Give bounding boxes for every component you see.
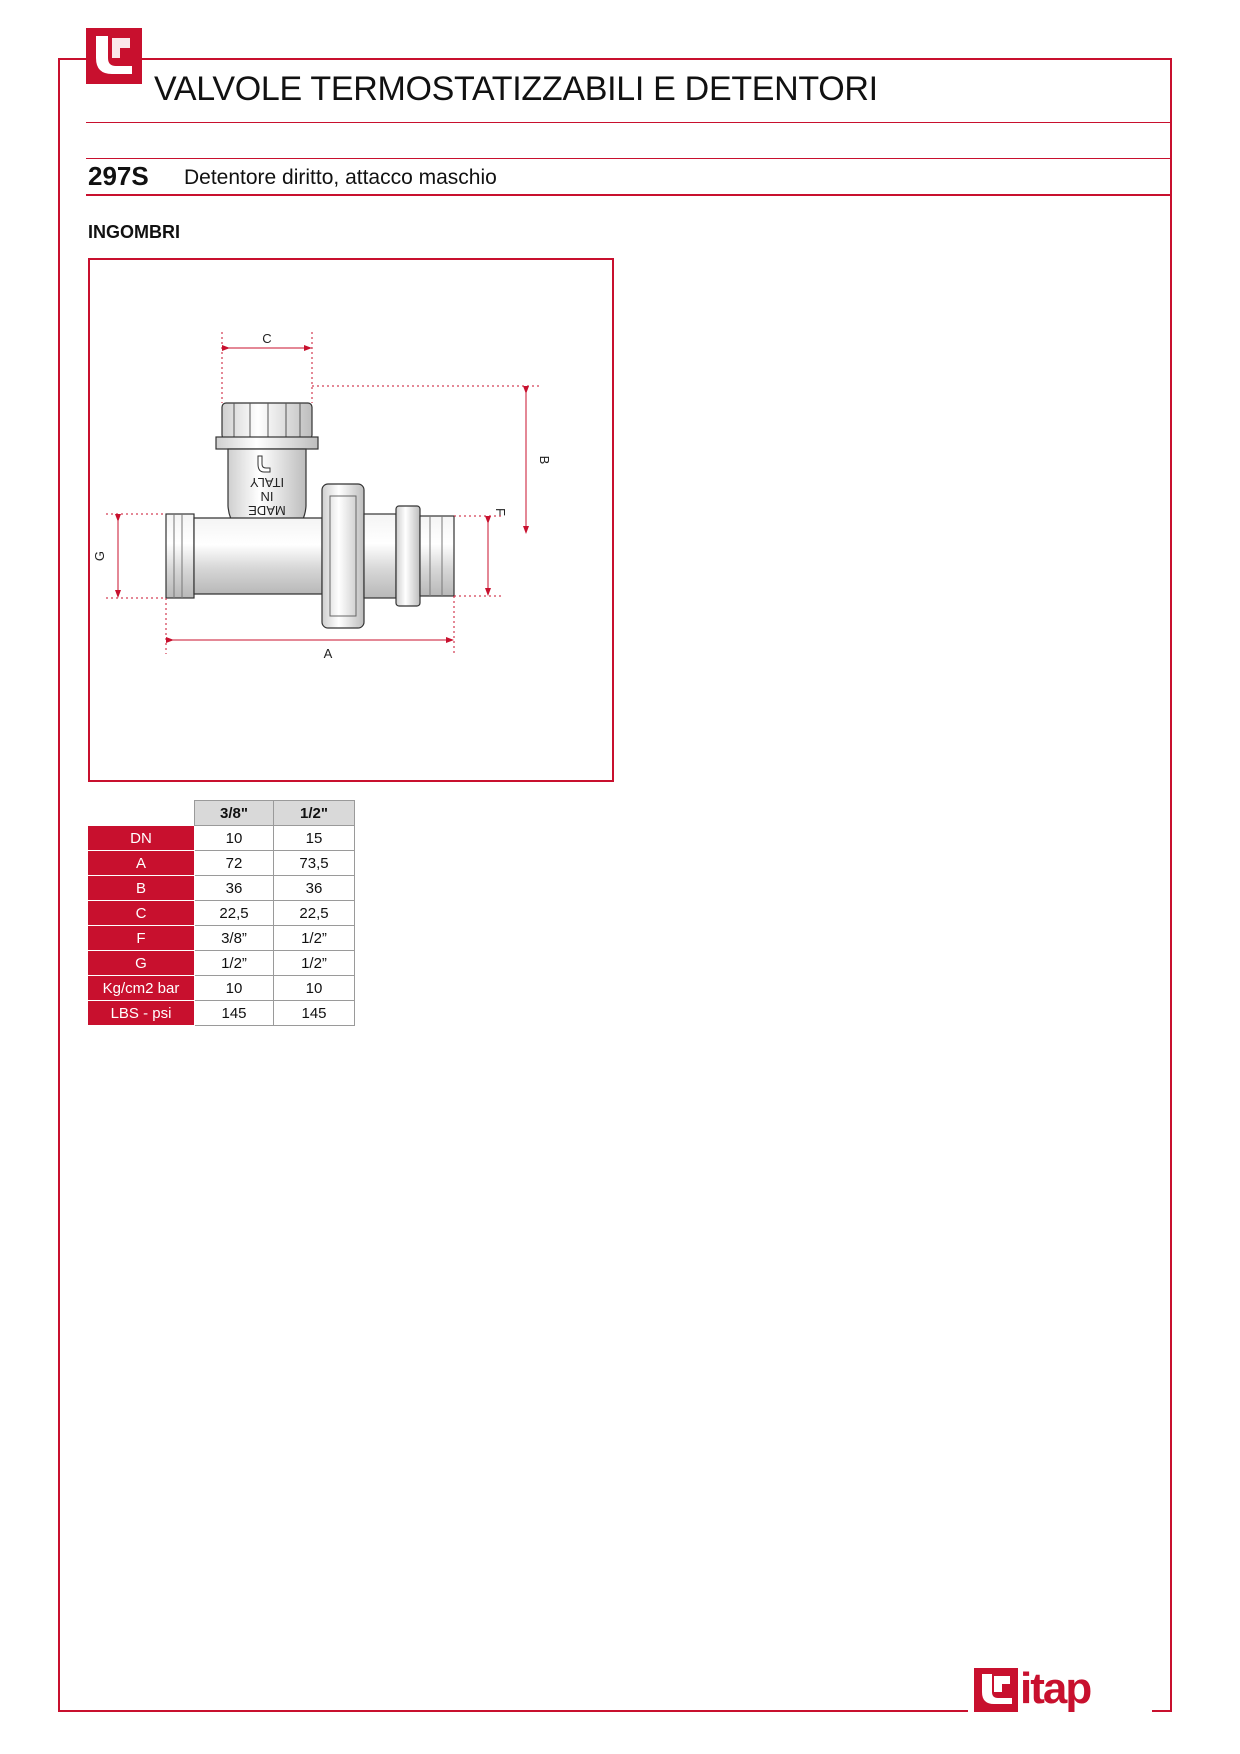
dimension-c bbox=[222, 331, 312, 403]
product-description: Detentore diritto, attacco maschio bbox=[184, 166, 497, 189]
brand-wordmark: itap bbox=[1020, 1664, 1091, 1713]
body-marking-made: MADE bbox=[248, 503, 286, 518]
body-marking-in: IN bbox=[260, 489, 274, 504]
itap-logo-mark bbox=[86, 28, 142, 84]
dimension-label-f: F bbox=[493, 508, 508, 516]
body-marking-italy: ITALY bbox=[249, 475, 285, 490]
table-cell: 1/2” bbox=[195, 951, 274, 976]
table-row bbox=[88, 951, 355, 976]
table-cell: 145 bbox=[195, 1001, 274, 1026]
table-cell: 72 bbox=[195, 851, 274, 876]
table-cell: 73,5 bbox=[274, 851, 355, 876]
valve-body bbox=[166, 484, 454, 628]
dimension-label-g: G bbox=[92, 550, 107, 562]
row-label: G bbox=[88, 951, 195, 976]
row-label: DN bbox=[88, 826, 195, 851]
table-cell: 10 bbox=[195, 976, 274, 1001]
table-cell: 1/2” bbox=[274, 951, 355, 976]
frame-bottom-line bbox=[58, 1710, 968, 1712]
table-row bbox=[88, 851, 355, 876]
row-label: LBS - psi bbox=[88, 1001, 195, 1026]
table-cell: 3/8” bbox=[195, 926, 274, 951]
table-cell: 36 bbox=[274, 876, 355, 901]
column-header: 1/2" bbox=[274, 801, 355, 826]
dimension-g bbox=[92, 514, 166, 598]
section-label: INGOMBRI bbox=[88, 222, 180, 242]
table-cell: 1/2” bbox=[274, 926, 355, 951]
row-label: Kg/cm2 bar bbox=[88, 976, 195, 1001]
table-cell: 10 bbox=[274, 976, 355, 1001]
table-row bbox=[88, 976, 355, 1001]
table-row bbox=[88, 926, 355, 951]
table-cell: 15 bbox=[274, 826, 355, 851]
table-header-row bbox=[88, 801, 355, 826]
header-underline bbox=[86, 122, 1170, 123]
dimension-table bbox=[88, 800, 355, 1026]
frame-top-line bbox=[142, 58, 1172, 60]
table-row bbox=[88, 901, 355, 926]
table-row bbox=[88, 1001, 355, 1026]
dimension-label-b: B bbox=[537, 455, 552, 465]
table-row bbox=[88, 876, 355, 901]
row-label: C bbox=[88, 901, 195, 926]
table-cell: 36 bbox=[195, 876, 274, 901]
table-cell: 22,5 bbox=[195, 901, 274, 926]
product-code: 297S bbox=[88, 161, 149, 191]
frame-bottom-line-right bbox=[1152, 1710, 1172, 1712]
frame-left-line bbox=[58, 58, 60, 1712]
product-top-line bbox=[86, 158, 1170, 159]
table-row bbox=[88, 826, 355, 851]
table-corner bbox=[88, 801, 195, 826]
table-cell: 10 bbox=[195, 826, 274, 851]
row-label: A bbox=[88, 851, 195, 876]
frame-left-line-upper bbox=[58, 58, 86, 60]
page-title: VALVOLE TERMOSTATIZZABILI E DETENTORI bbox=[154, 70, 878, 108]
row-label: B bbox=[88, 876, 195, 901]
dimension-drawing bbox=[88, 258, 614, 782]
dimension-label-c: C bbox=[262, 331, 272, 346]
valve-cap bbox=[216, 403, 318, 449]
dimension-label-a: A bbox=[323, 646, 333, 661]
footer-brand-logo bbox=[972, 1662, 1148, 1720]
row-label: F bbox=[88, 926, 195, 951]
table-cell: 22,5 bbox=[274, 901, 355, 926]
table-cell: 145 bbox=[274, 1001, 355, 1026]
product-bottom-line bbox=[86, 194, 1170, 196]
frame-right-line bbox=[1170, 58, 1172, 1712]
valve-drawing-svg bbox=[90, 260, 612, 780]
dimension-f bbox=[454, 508, 508, 596]
column-header: 3/8" bbox=[195, 801, 274, 826]
